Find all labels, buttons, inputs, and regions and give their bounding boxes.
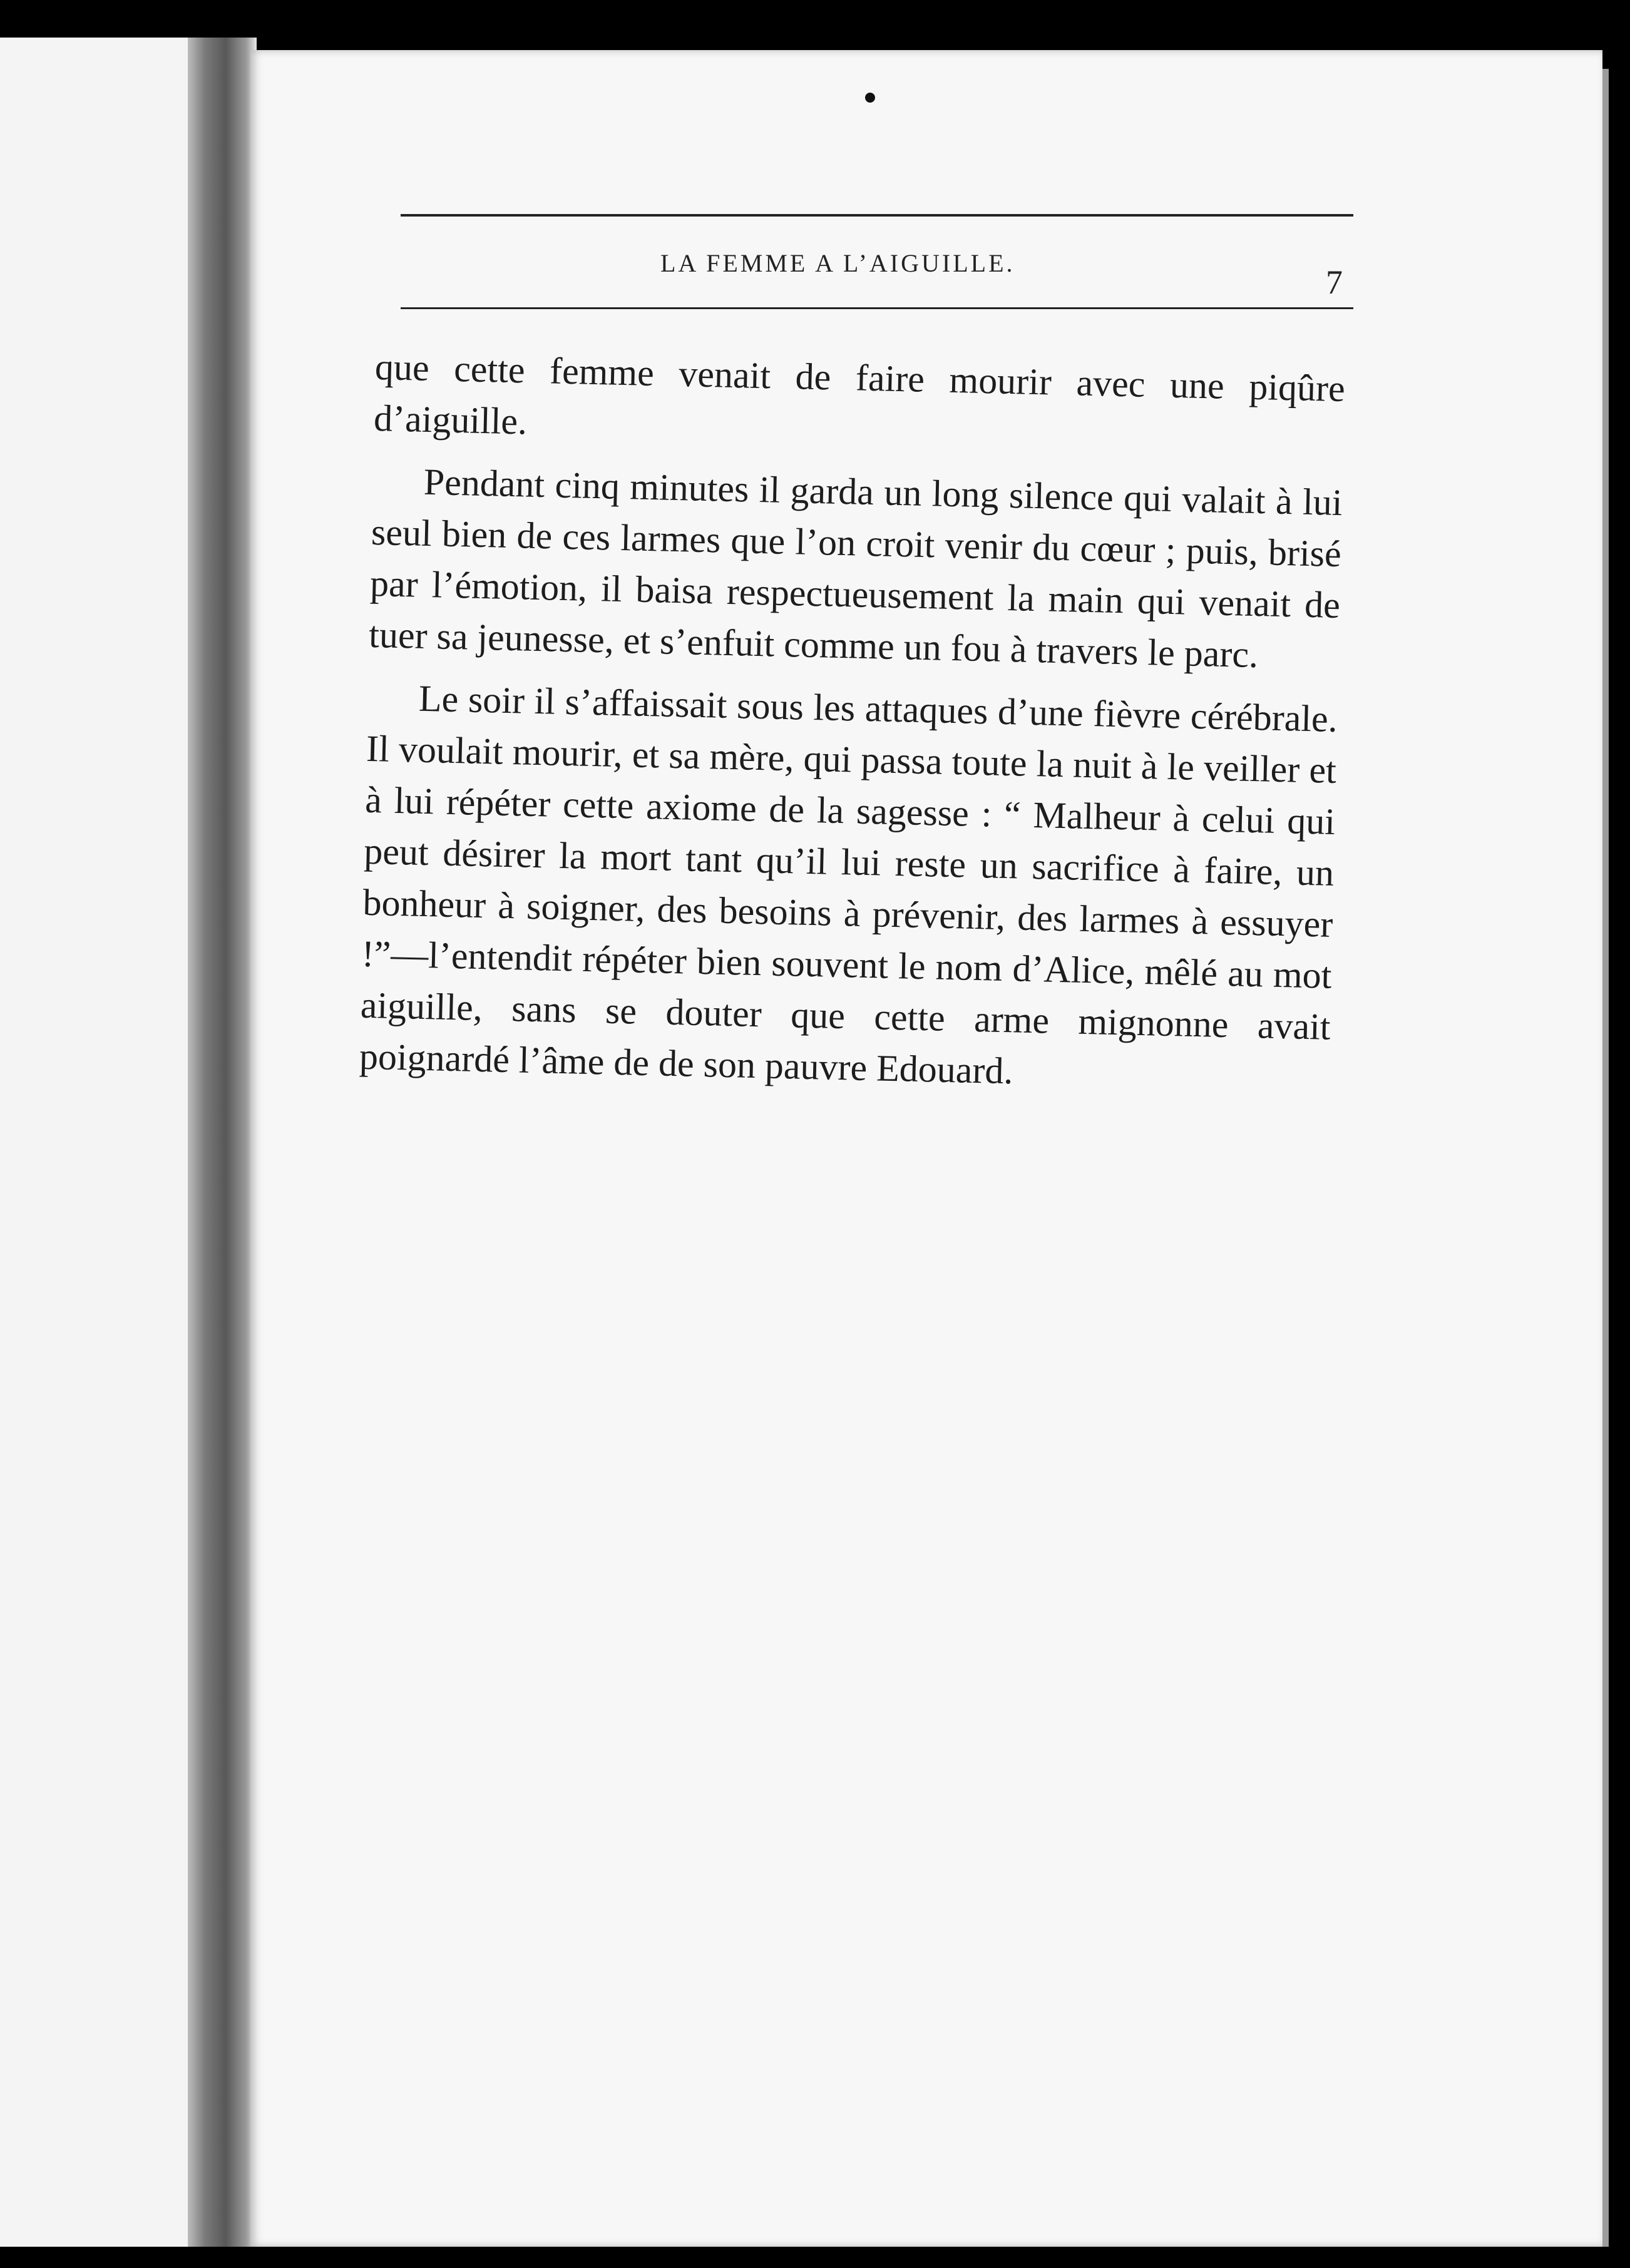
page-number: 7 bbox=[1326, 263, 1343, 301]
paragraph: Pendant cinq minutes il garda un long silence qui valait à lui seul bien de ces larmes que l’on croit venir du cœur ; puis, brisé par l’émotion, il baisa respectueusement la main qui venait de tuer sa jeunesse, et s’enfuit comme un fou à travers le parc. bbox=[368, 461, 1343, 676]
header-rule-bottom bbox=[401, 307, 1353, 309]
header-rule-top bbox=[401, 214, 1353, 217]
paragraph-continuation: que cette femme venait de faire mourir avec une piqûre d’aiguille. bbox=[373, 345, 1346, 442]
previous-page-edge bbox=[0, 38, 190, 2247]
book-gutter bbox=[188, 38, 257, 2247]
body-text bbox=[359, 341, 1346, 1115]
page-edge-shadow bbox=[1602, 69, 1609, 2247]
paragraph: Le soir il s’affaissait sous les attaques d’une fièvre cérébrale. Il voulait mourir, et sa mère, qui passa toute la nuit à le veiller et à lui répéter cette axiome de la sagesse : “ Malheur à celui qui peut désirer la mort tant qu’il lui reste un sacrifice à faire, un bonheur à soigner, des besoins à prévenir, des larmes à essuyer !”—l’entendit répéter bien souvent le nom d’Alice, mêlé au mot aiguille, sans se douter que cette arme mignonne avait poignardé l’âme de de son pauvre Edouard. bbox=[359, 677, 1338, 1092]
ink-dot bbox=[865, 93, 875, 103]
running-title: LA FEMME A L’AIGUILLE. bbox=[660, 249, 1015, 277]
